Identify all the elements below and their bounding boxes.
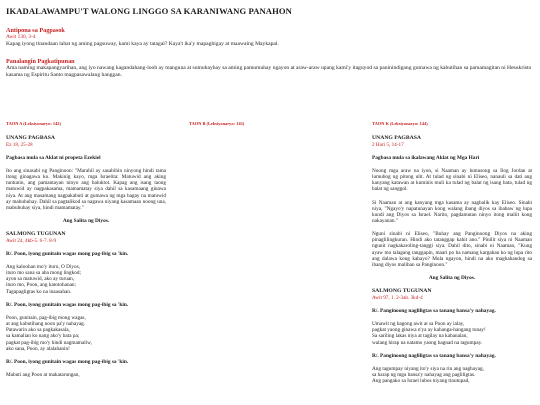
antipona-heading: Antipona sa Pagpasok [6, 27, 65, 34]
psalm-reference: Awit 97, 1. 2-3ab. 3kd-4 [372, 294, 423, 301]
psalm-response: R/. Panginoong nagliligtas sa tanang bansa'y nahayag. [372, 352, 496, 359]
reading-title: Pagbasa mula sa ikalawang Aklat ng Mga Hari [372, 154, 480, 161]
psalm-stanza: Mabuti ang Poon at makatarungan, [6, 371, 80, 378]
antipona-text: Kapag iyong tinandaan lahat ng aming pagsuway, kami kaya ay tatagal? Kaya't ika'y mapagbigay at maawaing Maykapal. [6, 41, 279, 47]
psalm-stanza: Ang tagumpay niyang ito'y siya na rin ang naghayag, sa harap ng mga bansa'y nahayag ang pagliligtas. Ang pangako sa Israel lubos niyang tinutupad, [372, 365, 484, 385]
first-reading-heading: UNANG PAGBASA [6, 135, 56, 142]
psalm-heading: SALMONG TUGUNAN [372, 288, 432, 295]
panalangin-text: Ama naming makapangyarihan, ang iyo nawang kagandahang-loob ay manguna at sumubaybay sa aming pamumuhay ngayon at araw-araw upang kami'y itaguyod sa paninindigang gumawa ng kabutihan sa pamamagitan ni Hesukristo kasama ng Espiritu Santo magpasawalang hanggan. [6, 65, 532, 78]
lectionary-label: TAON A (Leksiyonaryo: 142) [6, 121, 61, 126]
column-taon-a [6, 121, 166, 378]
psalm-heading: SALMONG TUGUNAN [6, 231, 66, 238]
psalm-stanza: Poon, gunitain, pag-ibig mong wagas, at ang kabutihang noon pa'y nahayag. Patawarin ako sa pagkakasala, sa kamalian ko nang ako'y bata pa; pagkat pag-ibig mo'y hindi nagmamaliw, ako sana, Poon, ay alalahanin! [6, 314, 92, 352]
reading-paragraph: Noong mga araw na iyon, si Naaman ay lumusong sa Ilog Jordan at lumubog ng pitong ulit. At tulad ng sinabi ni Eliseo, nanauli sa dati ang kanyang katawan at kuminis muli ka tulad ng balat ng isang bata, tulad ng balat ng sanggol. [372, 167, 532, 193]
reading-paragraph: Nguni sinabi ni Eliseo, "Buhay ang Panginoong Diyos na aking pinaglilingkuran. Hindi ako tatanggap kahit ano." Pinilit siya ni Naaman ngunit nagkakaroling-tanggi siya. Dahil dito, sinabi ni Naaman, "Kung ayaw mo talagang tanggapin, maari po ba namang kargahan ko ng lupa rito ang dalawa kong kabayo? Mula ngayon, hindi na ako maghahandog sa ibang diyos maliban sa Panginoon." [372, 231, 532, 268]
reading-paragraph: Si Naaman at ang kanyang mga kasama ay nagbalik kay Eliseo. Sinabi niya, "Ngayo'y napatunayan kong walang ibang diyos sa ibabaw ng lupa kundi ang Diyos sa Israel. Narito, pagdamutan ninyo itong maliit kong nakayanan." [372, 199, 532, 225]
first-reading-heading: UNANG PAGBASA [372, 135, 422, 142]
psalm-response: R/. Poon, iyong gunitain wagas mong pag-ibig sa 'kin. [6, 250, 129, 257]
first-reading-reference: Ez 18, 25-28 [6, 141, 33, 148]
reading-closing: Ang Salita ng Diyos. [62, 218, 110, 225]
psalm-response: R/. Poon, iyong gunitain wagas mong pag-ibig sa 'kin. [6, 301, 129, 308]
reading-text: Ito ang sinasabi ng Panginoon: "Marahil ay sasabihin ninyong hindi tama itong ginagawa ko. Makinig kayo, mga Israelita: Matuwid ang aking tuntunin, ang pamantayan ninyo ang baluktot. Kapag ang isang taong matuwid ay nagpakasama, mamamatay siya dahil sa kasamaang ginawa niya. At ang masamang nagpakabuti at gumawa ng mga bagay na matuwid ay mabubuhay. Dahil sa pagtalikod sa nagawa niyang kasamaan noong una, mabubuhay siya, hindi mamamatay." [6, 167, 166, 211]
psalm-reference: Awit 24, 4kb-5. 6-7. 8-9 [6, 237, 57, 244]
psalm-stanza: Ang kaloohan mo'y ituro, O Diyos, ituro mo sana sa aba mong lingkod; ayon sa matuwid, ako ay turuan, ituro mo, Poon, ang katotohanan; Tagapagligtas ko na inaasahan. [6, 263, 81, 295]
psalm-response: R/. Panginoong nagliligtas sa tanang bansa'y nahayag. [372, 307, 496, 314]
psalm-stanza: Umawit ng bagong awit at sa Poon ay ialay, pagkat yaong ginawa n'ya ay kahanga-hangang tunay! Sa sariling lakas niya at tagilay na kabanalan, walang hirap na natamo yaong bagnad na tagumpay. [372, 321, 486, 346]
lectionary-label: TAON K (Leksiyonaryo: 144) [372, 121, 428, 126]
reading-title: Pagbasa mula sa Aklat ni propeta Ezekiel [6, 154, 101, 161]
antipona-reference: Awit 130, 3-4 [6, 34, 36, 40]
reading-closing: Ang Salita ng Diyos. [428, 275, 476, 282]
panalangin-heading: Panalangin Pagkatipunan [6, 58, 75, 65]
column-taon-b [189, 121, 349, 135]
first-reading-reference: 2 Hari 5, 14-17 [372, 141, 404, 148]
psalm-response: R/. Poon, iyong gunitain wagas mong pag-ibig sa 'kin. [6, 358, 129, 365]
column-taon-k [372, 121, 532, 384]
page-title: IKADALAWAMPU'T WALONG LINGGO SA KARANIWANG PANAHON [6, 6, 292, 16]
lectionary-label: TAON B (Leksiyonaryo: 143) [189, 121, 245, 126]
